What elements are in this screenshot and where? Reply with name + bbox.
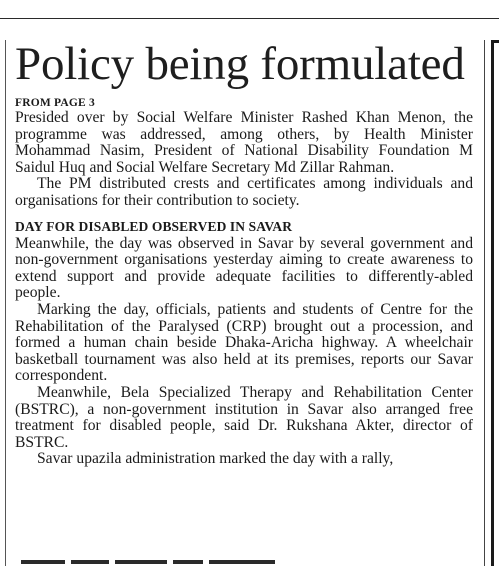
- paragraph: The PM distributed crests and certificates among individuals and organisations for their contribution to society.: [15, 175, 473, 209]
- paragraph: Meanwhile, the day was observed in Savar by several government and non-government organisations yesterday aiming to create awareness to extend support and provide adequate facilities to differently-abled people.: [15, 234, 473, 302]
- paragraph: Meanwhile, Bela Specialized Therapy and Rehabilitation Center (BSTRC), a non-government institution in Savar also arranged free treatment for disabled people, said Dr. Rukshana Akter, director of BSTRC.: [15, 383, 473, 451]
- cropped-next-line: [15, 556, 480, 566]
- headline: Policy being formulated: [15, 38, 465, 90]
- cropped-previous-text: [150, 0, 350, 3]
- right-column-border: [484, 40, 485, 566]
- left-column-border: [5, 40, 6, 566]
- adjacent-column-tick: [494, 40, 499, 43]
- paragraph: Savar upazila administration marked the day with a rally,: [37, 450, 394, 468]
- paragraph: Presided over by Social Welfare Minister Rashed Khan Menon, the programme was addressed, among others, by Health Minister Mohammad Nasim, President of National Disability Foundation M Saidul Huq and Social Welfare Secretary Md Zillar Rahman.: [15, 109, 473, 176]
- subheading: DAY FOR DISABLED OBSERVED IN SAVAR: [15, 218, 293, 234]
- adjacent-column-border: [491, 40, 494, 566]
- paragraph: Marking the day, officials, patients and students of Centre for the Rehabilitation of the Paralysed (CRP) brought out a procession, and formed a human chain beside Dhaka-Aricha highway. A wheelchair basketball tournament was also held at its premises, reports our Savar correspondent.: [15, 300, 473, 385]
- article: [15, 36, 473, 468]
- top-divider-rule: [0, 18, 499, 19]
- dateline: FROM PAGE 3: [15, 97, 95, 109]
